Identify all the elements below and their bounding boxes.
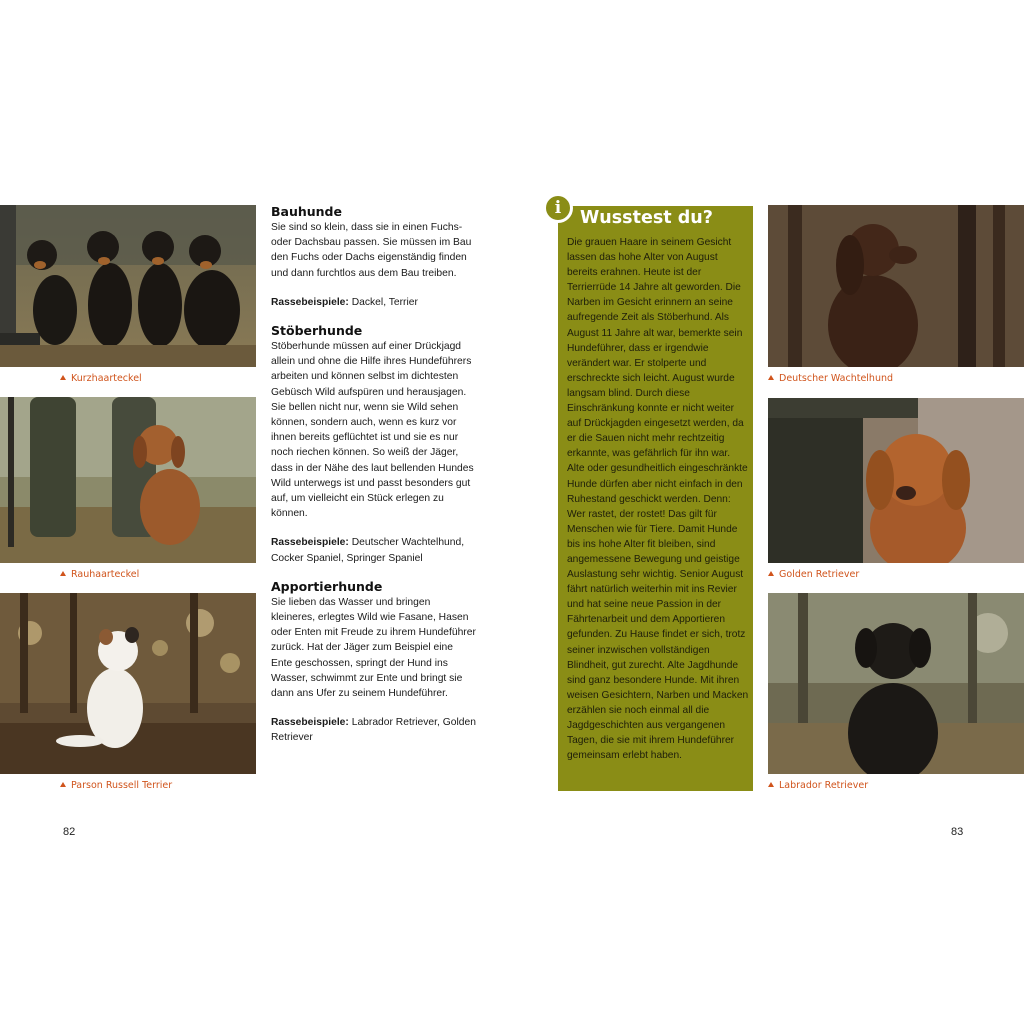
info-icon: i	[543, 193, 573, 223]
caption-text: Golden Retriever	[779, 569, 860, 580]
page-number-left: 82	[63, 826, 76, 838]
caption-rauhaarteckel	[60, 569, 139, 580]
examples-label: Rassebeispiele:	[271, 537, 349, 549]
section-heading-stoeberhunde: Stöberhunde	[271, 323, 363, 339]
caption-parson-russell-terrier	[60, 780, 172, 791]
caption-marker-icon	[60, 782, 66, 787]
caption-text: Kurzhaarteckel	[71, 373, 142, 384]
section-heading-apportierhunde: Apportierhunde	[271, 578, 383, 594]
photo-rauhaarteckel	[0, 397, 256, 563]
examples-stoeberhunde	[271, 535, 476, 565]
examples-bauhunde	[271, 295, 476, 310]
examples-apportierhunde	[271, 715, 476, 745]
examples-text: Dackel, Terrier	[351, 296, 418, 308]
photo-kurzhaarteckel	[0, 205, 256, 367]
section-heading-bauhunde: Bauhunde	[271, 204, 342, 219]
section-body-stoeberhunde: Stöberhunde müssen auf einer Drückjagd allein und ohne die Hilfe ihres Hundeführers arbeiten und können selbst im dichtesten Gebüsch Wild aufspüren und herausjagen. Sie bellen nicht nur, wenn sie Wild sehen können, sondern auch, wenn es kurz vor ihnen bereits geflüchtet ist und sie es nur noch riechen können. So weiß der Jäger, dass in der Nähe des laut bellenden Hundes Wild unterwegs ist und passt besonders gut auf, um vielleicht ein Stück erlegen zu können.	[271, 341, 474, 520]
examples-text: Labrador Retriever, Golden Retriever	[271, 717, 476, 744]
caption-golden-retriever	[768, 569, 859, 580]
caption-kurzhaarteckel	[60, 373, 142, 384]
photo-parson-russell-terrier	[0, 593, 256, 774]
examples-label: Rassebeispiele:	[271, 296, 349, 308]
caption-text: Labrador Retriever	[779, 780, 869, 791]
caption-marker-icon	[768, 375, 774, 380]
caption-marker-icon	[60, 375, 66, 380]
info-box-body: Die grauen Haare in seinem Gesicht lassen das hohe Alter von August bereits erahnen. Heute ist der Terrierrüde 14 Jahre alt geworden. Die Narben im Gesicht erinnern an seine aufregende Zeit als Stöberhund. Als August 11 Jahre alt war, bemerkte sein Hundeführer, dass er irgendwie verändert war. Er stolperte und erschreckte sich leicht. August wurde langsam blind. Durch diese Einschränkung konnte er nicht weiter auf Drückjagden eingesetzt werden, da er die Sauen nicht mehr rechtzeitig erkannte, was gefährlich für ihn war. Alte oder gesundheitlich eingeschränkte Hunde dürfen aber nicht einfach in den Ruhestand geschickt werden. Denn: Wer rastet, der rostet! Das gilt für Menschen wie für Tiere. Damit Hunde bis ins hohe Alter fit bleiben, sind angemessene Bewegung und geistige Auslastung sehr wichtig. Senior August fährt natürlich weiterhin mit ins Revier und hat seine neue Passion in der Fährtenarbeit und dem Apportieren gefunden. Zu Hause findet er sich, trotz seiner inzwischen vollständigen Blindheit, gut zurecht. Alte Jagdhunde sind ganz besondere Hunde. Mit ihren weisen Gesichtern, Narben und Macken erzählen sie noch einmal all die Jagdgeschichten aus vergangenen Tagen, die sie mit ihrem Hundeführer gemeinsam erlebt haben.	[567, 237, 749, 762]
page-number-right: 83	[951, 826, 964, 838]
photo-deutscher-wachtelhund	[768, 205, 1024, 367]
photo-golden-retriever	[768, 398, 1024, 563]
caption-marker-icon	[60, 571, 66, 576]
examples-text: Deutscher Wachtelhund, Cocker Spaniel, Springer Spaniel	[271, 537, 465, 564]
text-column	[271, 204, 476, 759]
info-box-title: Wusstest du?	[580, 208, 713, 228]
info-box	[558, 206, 753, 791]
section-body-apportierhunde: Sie lieben das Wasser und bringen kleineres, erlegtes Wild wie Fasane, Hasen oder Enten mit Freude zu ihrem Hundeführer zurück. Hat der Jäger zum Beispiel eine Ente geschossen, springt der Hund ins Wasser, schwimmt zur Ente und bringt sie dann ans Ufer zu seinem Hundeführer.	[271, 596, 476, 700]
examples-label: Rassebeispiele:	[271, 717, 349, 729]
caption-deutscher-wachtelhund	[768, 373, 893, 384]
caption-text: Rauhaarteckel	[71, 569, 140, 580]
caption-marker-icon	[768, 571, 774, 576]
photo-labrador-retriever	[768, 593, 1024, 774]
caption-marker-icon	[768, 782, 774, 787]
caption-text: Deutscher Wachtelhund	[779, 373, 894, 384]
caption-text: Parson Russell Terrier	[71, 780, 173, 791]
section-body-bauhunde: Sie sind so klein, dass sie in einen Fuchs- oder Dachsbau passen. Sie müssen im Bau den Fuchs oder Dachs eigenständig finden und dann furchtlos aus dem Bau treiben.	[271, 222, 472, 279]
caption-labrador-retriever	[768, 780, 868, 791]
